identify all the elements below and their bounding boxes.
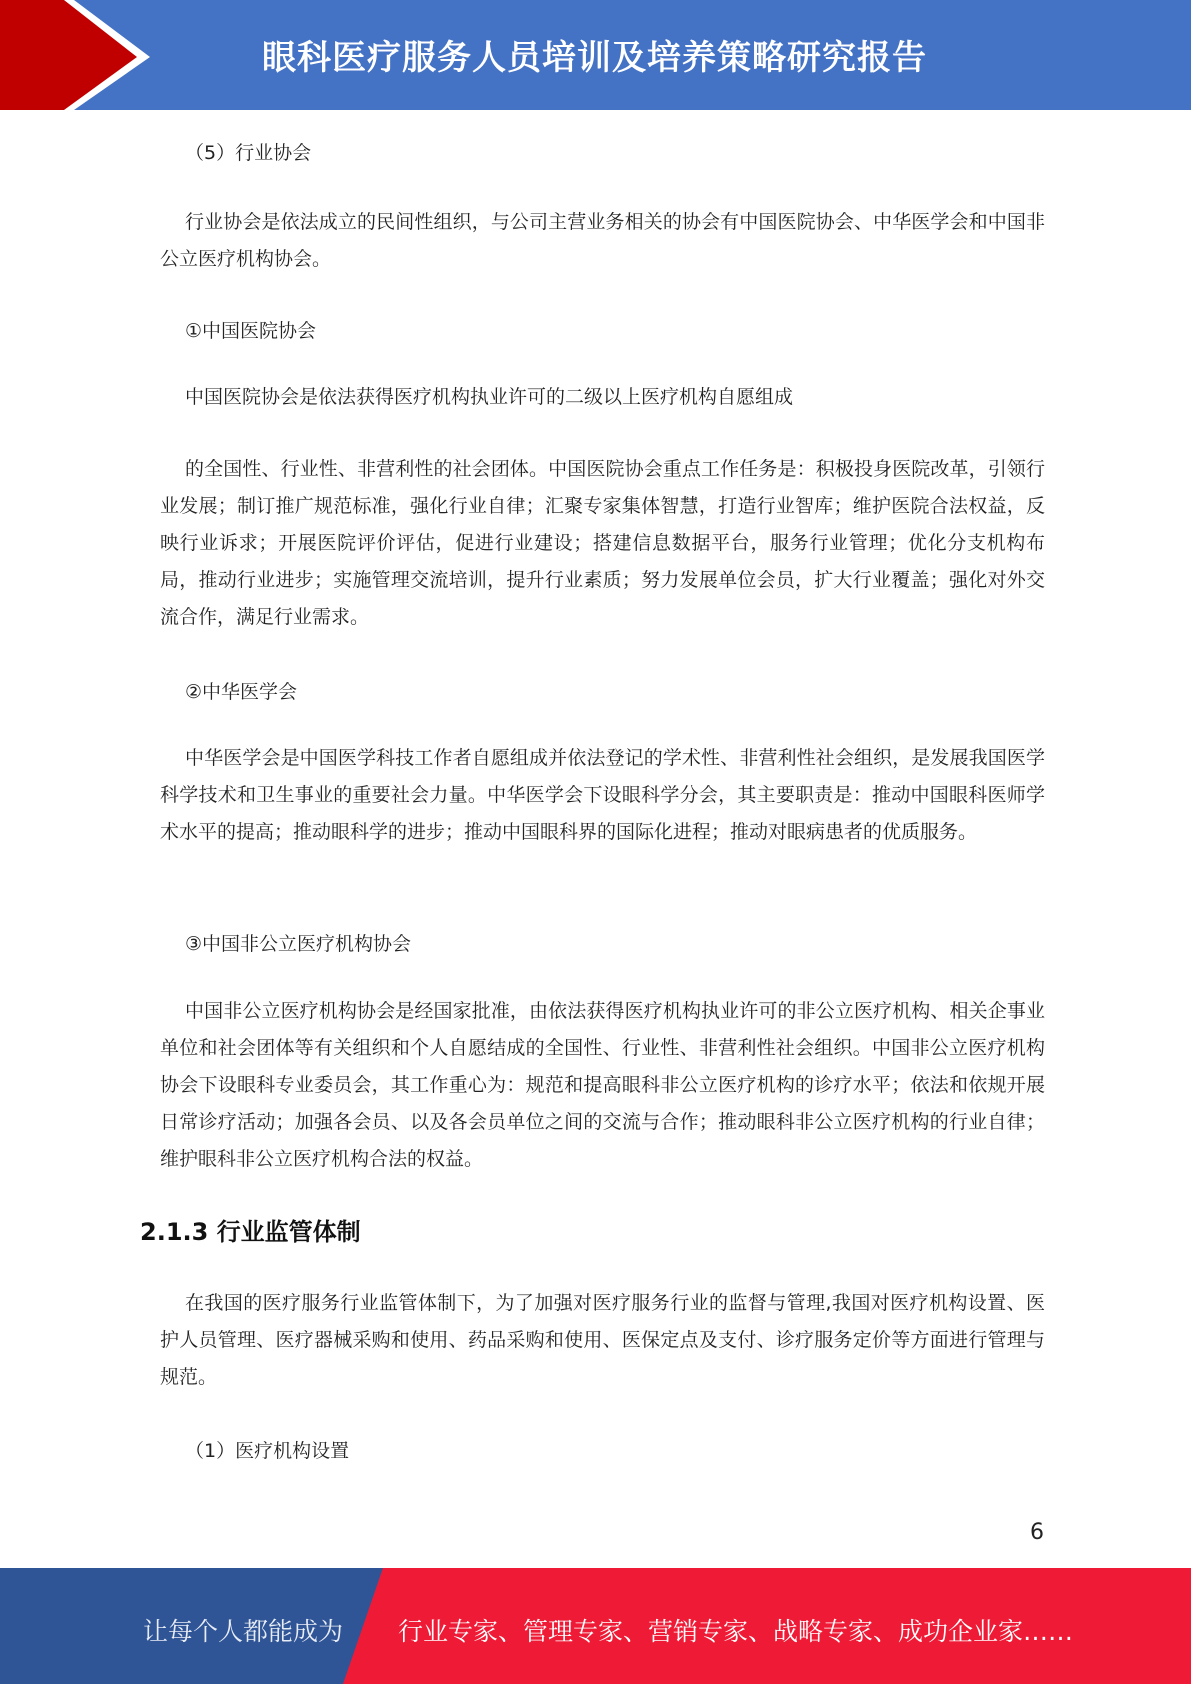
section-heading: 2.1.3 行业监管体制 <box>140 1218 361 1246</box>
subheading-industry-associations: （5）行业协会 <box>185 142 312 164</box>
paragraph: 在我国的医疗服务行业监管体制下，为了加强对医疗服务行业的监督与管理,我国对医疗机构设置、医护人员管理、医疗器械采购和使用、药品采购和使用、医保定点及支付、诊疗服务定价等方面进行管理与规范。 <box>160 1292 1045 1388</box>
header-title: 眼科医疗服务人员培训及培养策略研究报告 <box>262 38 927 78</box>
footer-slogan-left: 让每个人都能成为 <box>143 1617 344 1646</box>
subheading-medical-association: ②中华医学会 <box>185 681 298 703</box>
chevron-decoration <box>0 0 160 110</box>
footer-slogan-right: 行业专家、管理专家、营销专家、战略专家、成功企业家…… <box>398 1617 1074 1646</box>
subheading-private-association: ③中国非公立医疗机构协会 <box>185 933 412 955</box>
subheading-institution-setup: （1）医疗机构设置 <box>185 1440 350 1462</box>
page-footer <box>0 1568 1191 1684</box>
paragraph: 中华医学会是中国医学科技工作者自愿组成并依法登记的学术性、非营利性社会组织，是发展我国医学科学技术和卫生事业的重要社会力量。中华医学会下设眼科学分会，其主要职责是：推动中国眼科医师学术水平的提高；推动眼科学的进步；推动中国眼科界的国际化进程；推动对眼病患者的优质服务。 <box>160 747 1045 843</box>
page-number: 6 <box>1030 1520 1044 1545</box>
page-header <box>0 0 1191 110</box>
paragraph: 中国非公立医疗机构协会是经国家批准，由依法获得医疗机构执业许可的非公立医疗机构、相关企事业单位和社会团体等有关组织和个人自愿结成的全国性、行业性、非营利性社会组织。中国非公立医疗机构协会下设眼科专业委员会，其工作重心为：规范和提高眼科非公立医疗机构的诊疗水平；依法和依规开展日常诊疗活动；加强各会员、以及各会员单位之间的交流与合作；推动眼科非公立医疗机构的行业自律；维护眼科非公立医疗机构合法的权益。 <box>160 1000 1045 1170</box>
paragraph: 的全国性、行业性、非营利性的社会团体。中国医院协会重点工作任务是：积极投身医院改革，引领行业发展；制订推广规范标准，强化行业自律；汇聚专家集体智慧，打造行业智库；维护医院合法权益，反映行业诉求；开展医院评价评估，促进行业建设；搭建信息数据平台，服务行业管理；优化分支机构布局，推动行业进步；实施管理交流培训，提升行业素质；努力发展单位会员，扩大行业覆盖；强化对外交流合作，满足行业需求。 <box>160 458 1045 628</box>
paragraph: 行业协会是依法成立的民间性组织，与公司主营业务相关的协会有中国医院协会、中华医学会和中国非公立医疗机构协会。 <box>160 211 1045 270</box>
paragraph: 中国医院协会是依法获得医疗机构执业许可的二级以上医疗机构自愿组成 <box>185 386 794 408</box>
subheading-hospital-association: ①中国医院协会 <box>185 320 317 342</box>
